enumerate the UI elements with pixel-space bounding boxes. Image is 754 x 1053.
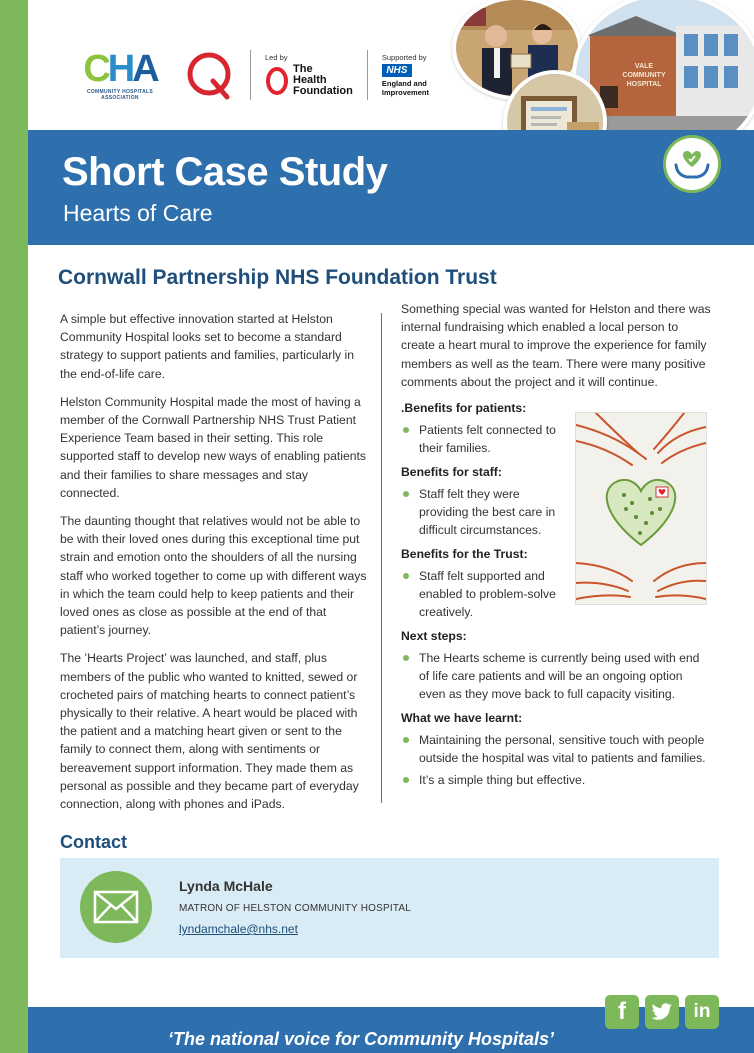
heart-mural-image xyxy=(575,412,707,605)
contact-role: MATRON OF HELSTON COMMUNITY HOSPITAL xyxy=(179,903,412,914)
body-paragraph: Helston Community Hospital made the most of having a member of the Cornwall Partnership NHS Trust Patient Experience Team based in their setting. This role supported staff to develop new ways of enabling patients and their families to share messages and stay connected. xyxy=(60,394,367,500)
health-foundation-ring-icon xyxy=(265,66,289,96)
list-item: Staff felt they were providing the best care in difficult circumstances. xyxy=(401,485,566,539)
heart-hands-icon xyxy=(663,135,721,193)
learnt-heading: What we have learnt: xyxy=(401,711,523,726)
body-paragraph: Something special was wanted for Helston and there was internal fundraising which enabled a local person to create a heart mural to improve the experience for family members as well as the team. There were many positive comments about the project and it will continue. xyxy=(401,302,711,389)
benefits-trust-heading: Benefits for the Trust: xyxy=(401,547,528,562)
page-subtitle: Hearts of Care xyxy=(63,200,213,226)
logo-divider xyxy=(367,50,368,100)
q-logo[interactable] xyxy=(182,48,236,102)
list-item: Patients felt connected to their families. xyxy=(401,421,566,457)
facebook-icon[interactable] xyxy=(605,995,639,1029)
next-steps-heading: Next steps: xyxy=(401,629,467,644)
nhs-text-line1: England and xyxy=(381,79,427,88)
partner-logos xyxy=(72,40,429,110)
body-paragraph: The ’Hearts Project’ was launched, and staff, plus members of the public who wanted to knitted, sewed or crocheted pairs of matching hearts to connect patient’s physically to their relative. A heart would be placed with the patient and a matching heart given or sent to the family to connect them, along with sentiments or bereavement support information. They made them as personal as possible and they became part of everyday connection, along with phones and iPads. xyxy=(60,651,359,812)
body-paragraph: A simple but effective innovation started at Helston Community Hospital looks set to become a standard strategy to support patients and families, particularly in the end-of-life care. xyxy=(60,312,354,381)
twitter-icon[interactable] xyxy=(645,995,679,1029)
list-item: It’s a simple thing but effective. xyxy=(401,771,711,789)
footer-tagline: ‘The national voice for Community Hospitals’ xyxy=(168,1029,555,1049)
body-paragraph: The daunting thought that relatives would not be able to be with their loved ones during this exceptional time put strain and emotion onto the shoulders of all the nursing staff who worked together to come up with different ways in which the team could help to keep patients and their loved ones as close as possible at the end of that patient’s journey. xyxy=(60,514,367,638)
page-title: Short Case Study xyxy=(62,150,388,194)
nhs-text-line2: Improvement xyxy=(381,88,429,97)
contact-name: Lynda McHale xyxy=(179,878,273,894)
linkedin-icon[interactable] xyxy=(685,995,719,1029)
health-foundation-logo[interactable] xyxy=(265,53,353,97)
title-banner xyxy=(28,130,754,245)
cha-logo[interactable]: CHA COMMUNITY HOSPITALS ASSOCIATION xyxy=(72,50,168,101)
list-item: Staff felt supported and enabled to problem-solve creatively. xyxy=(401,567,566,621)
led-by-label: Led by xyxy=(265,53,288,62)
list-item: The Hearts scheme is currently being used with end of life care patients and will be an ongoing option even as they move back to full capacity visiting. xyxy=(401,649,711,703)
facebook-glyph: f xyxy=(618,998,626,1025)
benefits-patients-heading: .Benefits for patients: xyxy=(401,401,527,416)
list-item: Maintaining the personal, sensitive touch with people outside the hospital was vital to patients and families. xyxy=(401,731,711,767)
logo-divider xyxy=(250,50,251,100)
column-divider xyxy=(381,313,382,803)
nhs-logo[interactable] xyxy=(382,53,429,97)
linkedin-glyph: in xyxy=(693,1001,711,1022)
left-column xyxy=(60,310,368,823)
cha-logo-subtitle: COMMUNITY HOSPITALS ASSOCIATION xyxy=(86,88,154,101)
nhs-badge: NHS xyxy=(382,64,412,77)
supported-by-label: Supported by xyxy=(381,53,427,62)
envelope-icon xyxy=(80,871,152,943)
contact-email-link[interactable]: lyndamchale@nhs.net xyxy=(179,922,298,936)
left-accent-strip xyxy=(0,0,28,1053)
organisation-title: Cornwall Partnership NHS Foundation Trust xyxy=(58,266,497,289)
hf-text-line2: Health xyxy=(293,74,327,86)
hf-text-line1: The xyxy=(293,63,313,75)
building-sign-text: VALE COMMUNITY HOSPITAL xyxy=(622,63,666,88)
hf-text-line3: Foundation xyxy=(293,85,353,97)
contact-heading: Contact xyxy=(60,832,127,852)
contact-card xyxy=(60,858,719,958)
benefits-staff-heading: Benefits for staff: xyxy=(401,465,502,480)
